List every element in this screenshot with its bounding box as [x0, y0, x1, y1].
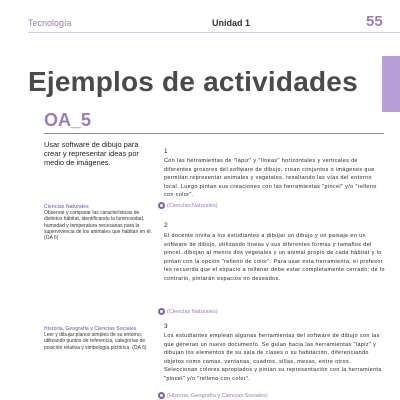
activity-2-ref-label: (Ciencias Naturales)	[167, 308, 218, 315]
header-unit: Unidad 1	[212, 18, 251, 28]
activity-1-number: 1	[164, 148, 168, 155]
activity-1-ref[interactable]	[158, 202, 218, 209]
activity-1-text: Con las herramientas de "lápiz" y "líneas" horizontales y verticales de diferentes grosores del software de dibujo, crean conjuntos o imágenes que permitan representar animales y vegetales, resaltando las vías del entorno local. Luego pintan sus creaciones con las herramientas "pincel" y/o "relleno con color".	[164, 158, 377, 199]
side-note-2-text: Leer y dibujar planos simples de su entorno, utilizando puntos de referencia, categorías de posición relativa y simbología pictórica. (OA 6)	[44, 332, 147, 351]
side-tab	[382, 56, 400, 112]
activity-2-text: El docente invita a los estudiantes a dibujar un dibujo y un paisaje en un software de dibujo, utilizando líneas y sus diferentes formas y tamaños del pincel, dibujan al menos dos vegetales y un animal propio de cada hábitat y lo pintan con la opción "relleno de color". Para usar esta herramienta, el profesor les recuerda que el espacio a rellenar debe estar completamente cerrado; de lo contrario, pintarán espacios no deseados.	[164, 233, 385, 282]
link-icon	[158, 202, 165, 209]
header-divider	[28, 32, 400, 33]
activity-2-ref[interactable]	[158, 308, 218, 315]
side-note-2	[44, 326, 154, 351]
side-note-1	[44, 204, 154, 241]
oa-code: OA_5	[44, 110, 92, 130]
activity-3-ref[interactable]	[158, 392, 268, 399]
page-number: 55	[366, 13, 383, 30]
link-icon	[158, 308, 165, 315]
activity-1-ref-label: (Ciencias Naturales)	[167, 202, 218, 209]
page-title: Ejemplos de actividades	[28, 66, 358, 97]
oa-divider	[44, 133, 384, 134]
activity-3-text: Los estudiantes emplean algunas herramientas del software de dibujo con las que generan un nuevo documento. Se guían hacia las herramientas "lápiz" y dibujan los elementos de su sala de clases o su habitación, diferenciando objetos como camas, ventanas, cuadros, sillas, mesas, entre otros. Seleccionan colores apropiados y pintan su representación con la herramienta "pincel" y/o "relleno con color".	[164, 333, 382, 382]
side-note-1-text: Observar y comparar las características de distintos hábitat, identificando la luminosidad, humedad y temperatura necesarias para la supervivencia de los animales que habitan en él. (OA 6)	[44, 210, 152, 242]
oa-description: Usar software de dibujo para crear y representar ideas por medio de imágenes.	[44, 140, 139, 167]
activity-3-ref-label: (Historia, Geografía y Ciencias Sociales)	[167, 392, 268, 399]
header-subject: Tecnología	[28, 18, 72, 28]
link-icon	[158, 392, 165, 399]
activity-2-number: 2	[164, 222, 168, 229]
activity-3-number: 3	[164, 323, 168, 330]
side-note-2-label: Historia, Geografía y Ciencias Sociales	[44, 326, 137, 332]
side-note-1-label: Ciencias Naturales	[44, 204, 89, 210]
